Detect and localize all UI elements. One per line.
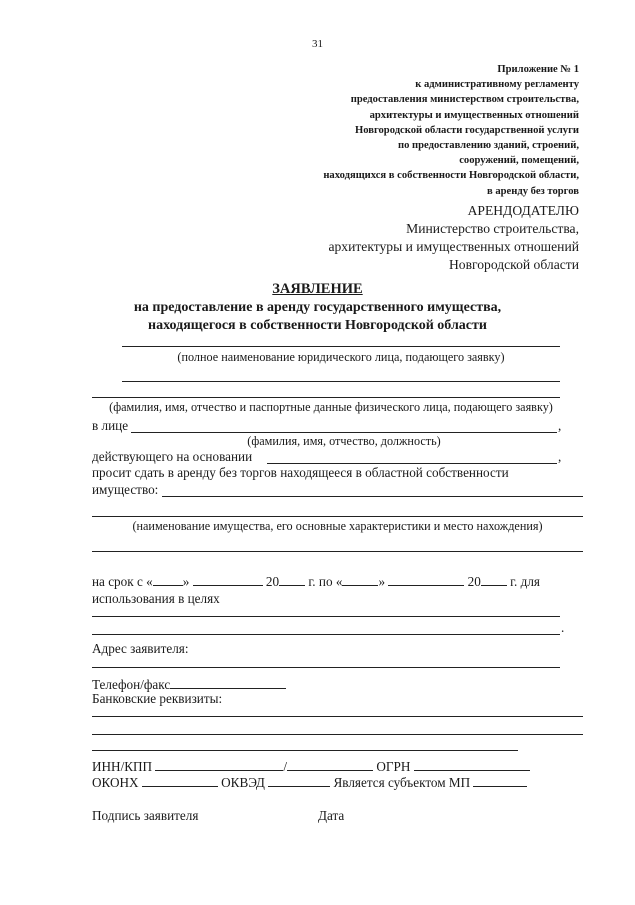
term-quote: » — [182, 574, 190, 589]
mp-label: Является субъектом МП — [333, 775, 471, 790]
appendix-line: Приложение № 1 — [497, 64, 579, 75]
caption-property: (наименование имущества, его основные характеристики и место нахождения) — [132, 519, 543, 533]
inn-line — [92, 758, 530, 775]
signature-label: Подпись заявителя — [92, 808, 199, 823]
inn-label: ИНН/КПП — [92, 759, 153, 774]
basis-comma: , — [558, 449, 562, 464]
lessor-line: Новгородской области — [448, 257, 579, 272]
kpp-field[interactable] — [287, 758, 373, 771]
term-for-label: г. для — [510, 574, 540, 589]
term-line — [92, 573, 540, 590]
title-main: ЗАЯВЛЕНИЕ — [272, 281, 363, 297]
purpose-line-1[interactable] — [92, 616, 560, 617]
title-line: на предоставление в аренду государственного имущества, — [133, 299, 502, 315]
date-label: Дата — [318, 808, 345, 823]
inn-field[interactable] — [155, 758, 283, 771]
term-day-from-field[interactable] — [153, 573, 183, 586]
lessor-line: архитектуры и имущественных отношений — [328, 239, 579, 254]
term-day-to-field[interactable] — [342, 573, 378, 586]
term-year-prefix: 20 — [265, 574, 280, 589]
term-year-from-field[interactable] — [279, 573, 305, 586]
caption-person: (фамилия, имя, отчество, должность) — [247, 434, 441, 448]
phone-label: Телефон/факс — [92, 677, 171, 692]
okonh-line — [92, 774, 527, 791]
appendix-line: предоставления министерством строительства, — [350, 94, 579, 106]
address-label: Адрес заявителя: — [92, 641, 189, 656]
bank-line-2[interactable] — [92, 734, 583, 735]
purpose-period: . — [561, 620, 565, 635]
okved-label: ОКВЭД — [221, 775, 265, 790]
legal-entity-line[interactable] — [122, 346, 560, 347]
appendix-line: в аренду без торгов — [487, 185, 579, 197]
bank-label: Банковские реквизиты: — [92, 691, 223, 706]
address-line[interactable] — [92, 667, 560, 668]
appendix-line: Новгородской области государственной услуги — [354, 124, 579, 136]
appendix-line: находящихся в собственности Новгородской области, — [323, 170, 579, 182]
term-from-label: на срок с « — [92, 574, 153, 589]
appendix-line: по предоставлению зданий, строений, — [398, 140, 579, 152]
okved-field[interactable] — [268, 774, 330, 787]
property-line-3[interactable] — [92, 551, 583, 552]
title-line: находящегося в собственности Новгородской области — [148, 318, 487, 333]
basis-label: действующего на основании — [92, 449, 253, 464]
bank-line-1[interactable] — [92, 716, 583, 717]
document-title — [0, 280, 635, 336]
mp-field[interactable] — [473, 774, 527, 787]
request-text: просит сдать в аренду без торгов находящееся в областной собственности — [92, 465, 509, 480]
property-label: имущество: — [92, 482, 159, 497]
caption-individual: (фамилия, имя, отчество и паспортные данные физического лица, подающего заявку) — [109, 400, 553, 414]
inn-slash: / — [283, 759, 288, 774]
appendix-note — [259, 62, 579, 199]
page-number: 31 — [312, 38, 323, 50]
in-person-line[interactable] — [131, 432, 557, 433]
okonh-label: ОКОНХ — [92, 775, 139, 790]
term-month-from-field[interactable] — [193, 573, 263, 586]
lessor-line: Министерство строительства, — [406, 221, 579, 236]
caption-legal-entity: (полное наименование юридического лица, подающего заявку) — [177, 350, 505, 364]
okonh-field[interactable] — [142, 774, 218, 787]
property-line-1[interactable] — [162, 496, 583, 497]
term-quote: » — [378, 574, 386, 589]
ogrn-label: ОГРН — [376, 759, 411, 774]
property-line-2[interactable] — [92, 516, 583, 517]
term-month-to-field[interactable] — [388, 573, 464, 586]
purpose-line-2[interactable] — [92, 634, 560, 635]
phone-field[interactable] — [170, 676, 286, 689]
lessor-heading: АРЕНДОДАТЕЛЮ — [467, 203, 579, 218]
term-to-label: г. по « — [308, 574, 343, 589]
lessor-block — [328, 202, 579, 274]
term-year-to-field[interactable] — [481, 573, 507, 586]
purpose-label: использования в целях — [92, 591, 220, 606]
bank-line-3[interactable] — [92, 750, 518, 751]
basis-line[interactable] — [267, 463, 557, 464]
in-person-label: в лице — [92, 418, 129, 433]
in-person-comma: , — [558, 418, 562, 433]
legal-entity-line-2[interactable] — [122, 381, 560, 382]
individual-line[interactable] — [92, 397, 560, 398]
term-year-prefix: 20 — [467, 574, 481, 589]
appendix-line: архитектуры и имущественных отношений — [369, 109, 579, 121]
appendix-line: сооружений, помещений, — [459, 155, 579, 167]
appendix-line: к административному регламенту — [415, 79, 579, 91]
ogrn-field[interactable] — [414, 758, 530, 771]
